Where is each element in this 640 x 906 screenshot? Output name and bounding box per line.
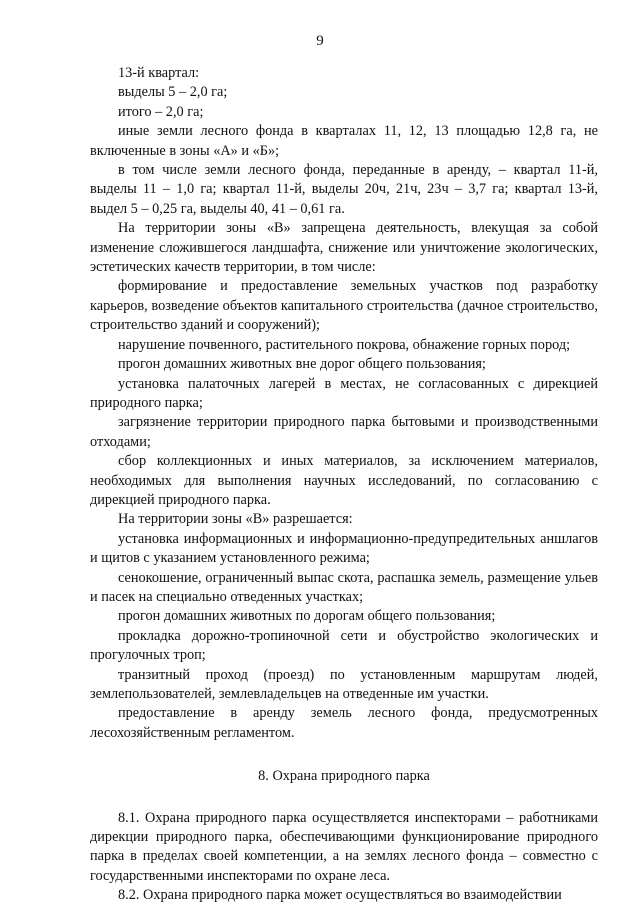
paragraph: итого – 2,0 га; xyxy=(118,103,204,120)
paragraph: установка информационных и информационно-предупредительных аншлагов и щитов с указанием установленного режима; xyxy=(90,530,598,567)
page-number: 9 xyxy=(316,33,324,49)
paragraph: установка палаточных лагерей в местах, не согласованных с дирекцией природного парка; xyxy=(90,375,598,411)
paragraph: в том числе земли лесного фонда, переданные в аренду, – квартал 11-й, выделы 11 – 1,0 га; квартал 11-й, выделы 20ч, 21ч, 23ч – 3,7 га; квартал 13-й, выдел 5 – 0,25 га, выделы 40, 41 – 0,61 га. xyxy=(90,162,598,217)
paragraph: 8.1. Охрана природного парка осуществляется инспекторами – работниками дирекции природного парка, обеспечивающими функционирование природного парка в пределах своей компетенции, а на землях лесного фонда – совместно с государственными инспекторами по охране леса. xyxy=(90,809,598,884)
paragraph: загрязнение территории природного парка бытовыми и производственными отходами; xyxy=(90,414,598,450)
paragraph: сенокошение, ограниченный выпас скота, распашка земель, размещение ульев и пасек на специально отведенных участках; xyxy=(90,569,598,605)
section-heading: 8. Охрана природного парка xyxy=(258,768,430,785)
paragraph: 13-й квартал: xyxy=(118,65,200,81)
paragraph: прокладка дорожно-тропиночной сети и обустройство экологических и прогулочных троп; xyxy=(90,627,598,664)
paragraph: нарушение почвенного, растительного покрова, обнажение горных пород; xyxy=(118,336,571,353)
paragraph: прогон домашних животных вне дорог общего пользования; xyxy=(118,356,486,373)
paragraph: иные земли лесного фонда в кварталах 11, 12, 13 площадью 12,8 га, не включенные в зоны «А» и «Б»; xyxy=(90,123,598,159)
paragraph: сбор коллекционных и иных материалов, за исключением материалов, необходимых для выполнения научных исследований, по согласованию с дирекцией природного парка. xyxy=(90,453,598,508)
paragraph: транзитный проход (проезд) по установленным маршрутам людей, землепользователей, землевладельцев на отведенные им участки. xyxy=(90,666,598,702)
paragraph: 8.2. Охрана природного парка может осуществляться во взаимодействии xyxy=(118,887,562,904)
document-body xyxy=(90,64,598,906)
paragraph: формирование и предоставление земельных участков под разработку карьеров, возведение объектов капитального строительства (дачное строительство, строительство зданий и сооружений); xyxy=(90,278,598,334)
paragraph: На территории зоны «В» запрещена деятельность, влекущая за собой изменение сложившегося ландшафта, снижение или уничтожение экологических, эстетических качеств территории, в том числе: xyxy=(90,220,598,276)
paragraph: выделы 5 – 2,0 га; xyxy=(118,84,228,101)
paragraph: предоставление в аренду земель лесного фонда, предусмотренных лесохозяйственным регламентом. xyxy=(90,705,598,741)
paragraph: На территории зоны «В» разрешается: xyxy=(118,511,353,528)
paragraph: прогон домашних животных по дорогам общего пользования; xyxy=(118,608,496,625)
